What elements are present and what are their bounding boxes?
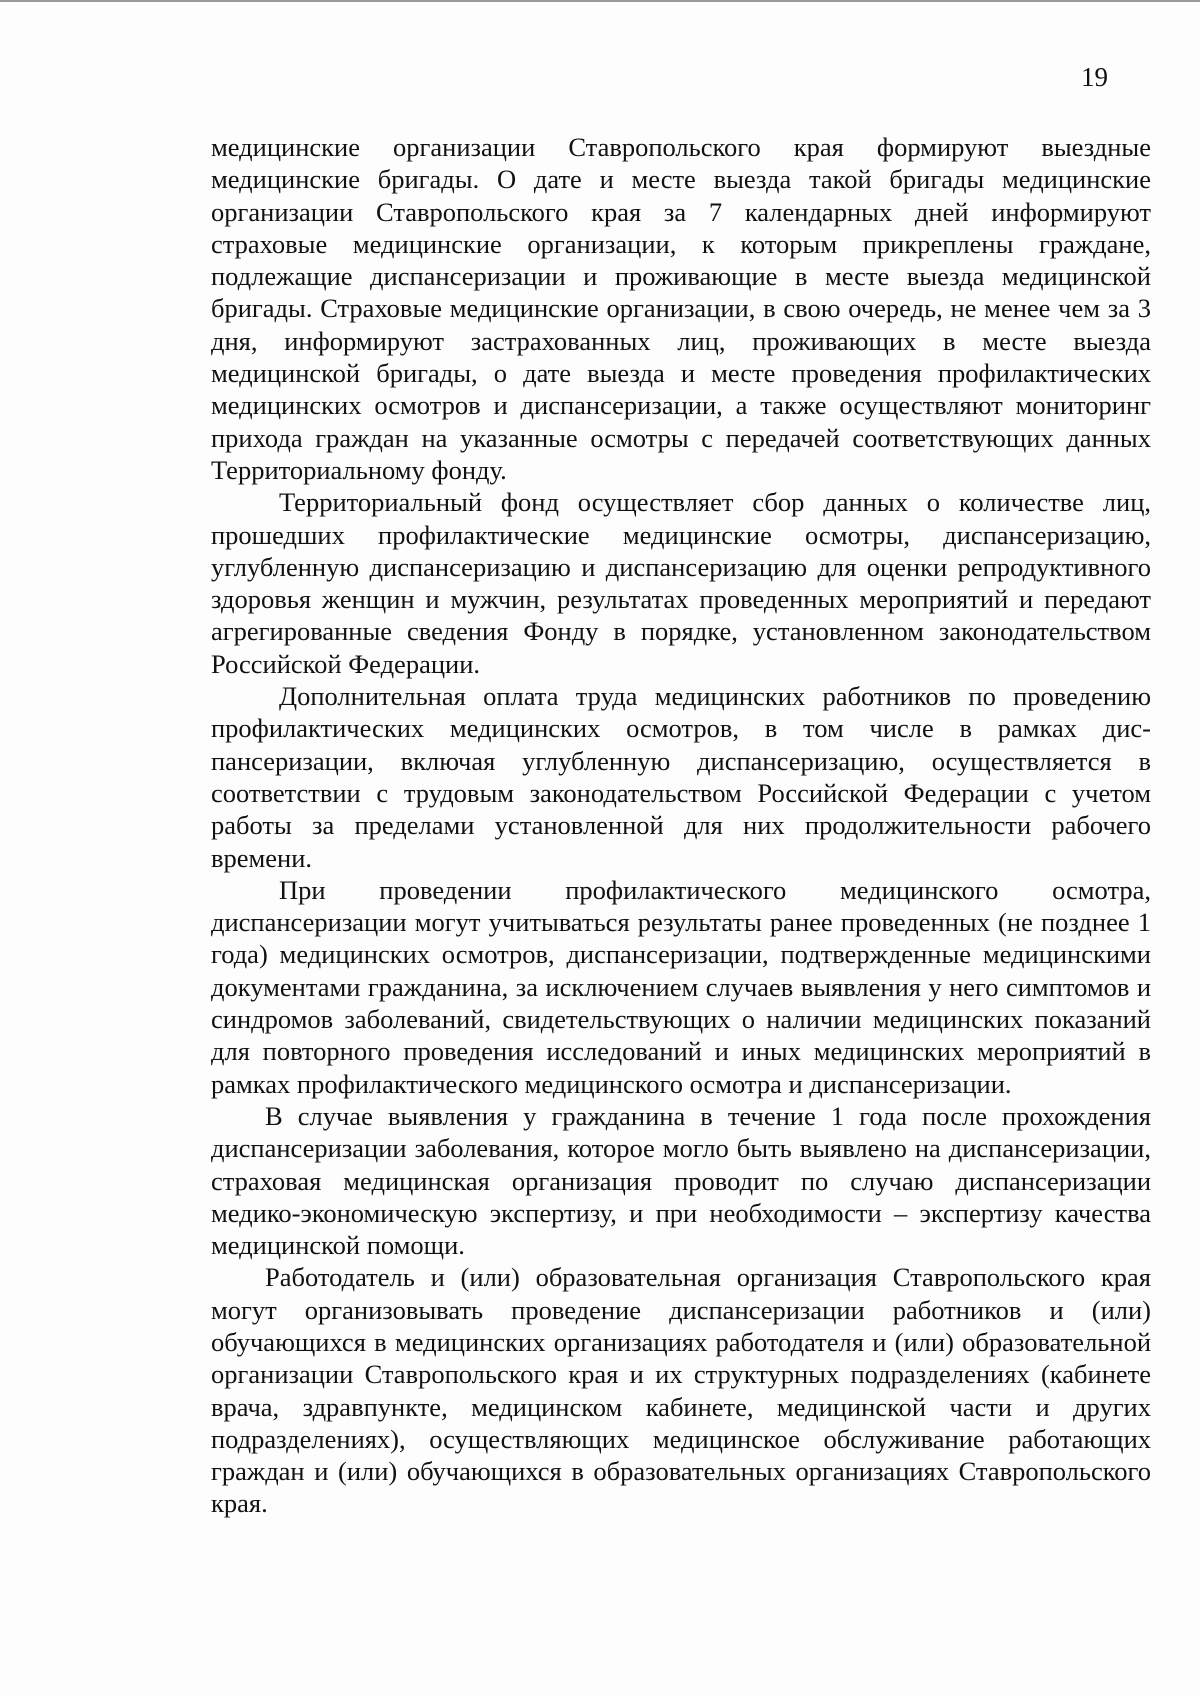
paragraph-1: медицинские организации Ставропольского края формируют выездные медицинские бригады. О дате и месте выезда такой бригады медицинские организации Ставропольского края за 7 календарных дней информируют страховые медицинские организации, к которым прикреплены граждане, подлежащие диспансеризации и проживающие в месте выезда медицинской бригады. Страховые медицинские организации, в свою очередь, не менее чем за 3 дня, информируют застрахованных лиц, проживающих в месте выезда медицинской бригады, о дате выезда и месте проведения профилактических медицинских осмотров и диспансеризации, а также осуществляют мониторинг прихода граждан на указанные осмотры с передачей соответствующих данных Территориальному фонду. <box>211 132 1151 485</box>
paragraph-2: Территориальный фонд осуществляет сбор данных о количестве лиц, прошедших профилактические медицинские осмотры, диспансеризацию, углубленную диспансеризацию и диспансеризацию для оценки репродуктивного здоровья женщин и мужчин, результатах проведенных мероприятий и передают агрегированные сведения Фонду в порядке, установленном законодательством Российской Федерации. <box>211 487 1151 679</box>
paragraph-5: В случае выявления у гражданина в течение 1 года после прохождения диспансеризации заболевания, которое могло быть выявлено на диспансеризации, страховая медицинская организация проводит по случаю диспансеризации медико-экономическую экспертизу, и при необходимости – экспертизу качества медицинской помощи. <box>211 1100 1151 1261</box>
page-number: 19 <box>1081 62 1108 92</box>
paragraph-6: Работодатель и (или) образовательная организация Ставропольского края могут организовывать проведение диспансеризации работников и (или) обучающихся в медицинских организациях работодателя и (или) образовательной организации Ставропольского края и их структурных подразделениях (кабинете врача, здравпункте, медицинском кабинете, медицинской части и других подразделениях), осуществляющих медицинское обслуживание работающих граждан и (или) обучающихся в образовательных организациях Ставропольского края. <box>211 1262 1151 1519</box>
paragraph-4: При проведении профилактического медицинского осмотра, диспансеризации могут учитываться результаты ранее проведенных (не позднее 1 года) медицинских осмотров, диспансеризации, подтвержденные медицинскими документами гражданина, за исключением случаев выявления у него симптомов и синдромов заболеваний, свидетельствующих о наличии медицинских показаний для повторного проведения исследований и иных медицинских мероприятий в рамках профилактического медицинского осмотра и диспансеризации. <box>211 874 1151 1099</box>
scan-top-edge <box>0 0 1200 2</box>
paragraph-3: Дополнительная оплата труда медицинских работников по проведению профилактических медицинских осмотров, в том числе в рамках диспансеризации, включая углубленную диспансеризацию, осуществляется в соответствии с трудовым законодательством Российской Федерации с учетом работы за пределами установленной для них продолжительности рабочего времени. <box>211 681 1151 873</box>
document-body <box>211 131 1151 1520</box>
